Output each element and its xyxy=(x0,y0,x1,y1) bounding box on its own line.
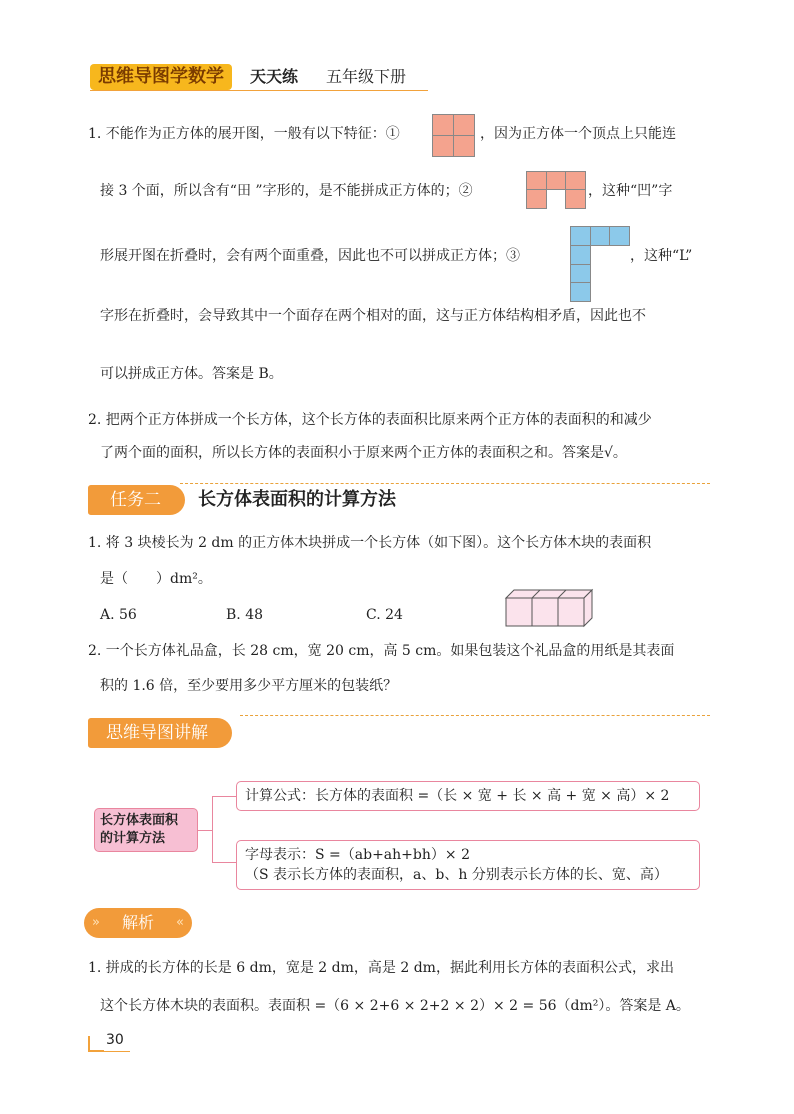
task2-problem2-line2: 积的 1.6 倍，至少要用多少平方厘米的包装纸？ xyxy=(100,678,398,694)
q1-line5: 可以拼成正方体。答案是 B。 xyxy=(100,366,283,382)
header-rule xyxy=(90,90,428,91)
mindmap-connector xyxy=(212,796,213,862)
page-number: 30 xyxy=(106,1032,124,1048)
q1-line3b: ，这种“L” xyxy=(630,248,693,264)
root-line2: 的计算方法 xyxy=(100,831,166,846)
root-line1: 长方体表面积 xyxy=(100,813,179,828)
section-divider xyxy=(180,483,710,484)
option-c: C. 24 xyxy=(366,607,403,623)
letter-formula-line1: 字母表示：S =（ab+ah+bh）× 2 xyxy=(245,847,470,863)
task-two-tag: 任务二 xyxy=(88,485,185,515)
page-corner-mark xyxy=(88,1036,104,1052)
q2-line1: 2. 把两个正方体拼成一个长方体，这个长方体的表面积比原来两个正方体的表面积的和减少 xyxy=(88,412,652,428)
analysis-tag xyxy=(84,908,192,938)
mindmap-root-node xyxy=(94,808,198,852)
book-brand: 思维导图学数学 xyxy=(90,64,232,90)
q1-line1b: ，因为正方体一个顶点上只能连 xyxy=(480,126,676,142)
letter-formula-node xyxy=(236,840,700,890)
cuboid-three-cubes-figure xyxy=(500,588,594,630)
mindmap-connector xyxy=(212,796,236,797)
q2-line2: 了两个面的面积，所以长方体的表面积小于原来两个正方体的表面积之和。答案是√。 xyxy=(100,445,627,461)
letter-formula-line2: （S 表示长方体的表面积，a、b、h 分别表示长方体的长、宽、高） xyxy=(245,867,668,883)
page-number-rule xyxy=(88,1051,130,1052)
mindmap-connector xyxy=(198,830,212,831)
option-b: B. 48 xyxy=(226,607,264,623)
q1-line4: 字形在折叠时，会导致其中一个面存在两个相对的面，这与正方体结构相矛盾，因此也不 xyxy=(100,308,646,324)
task-two-title: 长方体表面积的计算方法 xyxy=(198,489,396,510)
formula-text: 计算公式：长方体的表面积 =（长 × 宽 + 长 × 高 + 宽 × 高）× 2 xyxy=(245,788,670,804)
q1-line2a: 接 3 个面，所以含有“田 ”字形的，是不能拼成正方体的；② xyxy=(100,183,473,199)
q1-line2b: ，这种“凹”字 xyxy=(588,183,673,199)
analysis-line2: 这个长方体木块的表面积。表面积 =（6 × 2+6 × 2+2 × 2）× 2 = 56（dm²）。答案是 A。 xyxy=(100,998,690,1014)
task2-problem1-line1: 1. 将 3 块棱长为 2 dm 的正方体木块拼成一个长方体（如下图）。这个长方体木块的表面积 xyxy=(88,535,652,551)
analysis-line1: 1. 拼成的长方体的长是 6 dm，宽是 2 dm，高是 2 dm，据此利用长方体的表面积公式，求出 xyxy=(88,960,674,976)
option-a: A. 56 xyxy=(100,607,137,623)
formula-node xyxy=(236,781,700,811)
chevron-left-icon: « xyxy=(176,915,184,930)
q1-line3a: 形展开图在折叠时，会有两个面重叠，因此也不可以拼成正方体；③ xyxy=(100,248,520,264)
book-series: 天天练 xyxy=(250,67,299,86)
analysis-label: 解析 xyxy=(121,913,154,932)
task2-problem2-line1: 2. 一个长方体礼品盒，长 28 cm，宽 20 cm，高 5 cm。如果包装这个礼品盒的用纸是其表面 xyxy=(88,643,675,659)
mindmap-tag: 思维导图讲解 xyxy=(88,718,232,748)
mindmap-connector xyxy=(212,862,236,863)
grade-label: 五年级下册 xyxy=(326,67,407,86)
q1-line1a: 1. 不能作为正方体的展开图，一般有以下特征：① xyxy=(88,126,400,142)
task2-problem1-line2: 是（ ）dm²。 xyxy=(100,571,212,587)
section-divider xyxy=(240,715,710,716)
chevron-right-icon: » xyxy=(92,915,100,930)
